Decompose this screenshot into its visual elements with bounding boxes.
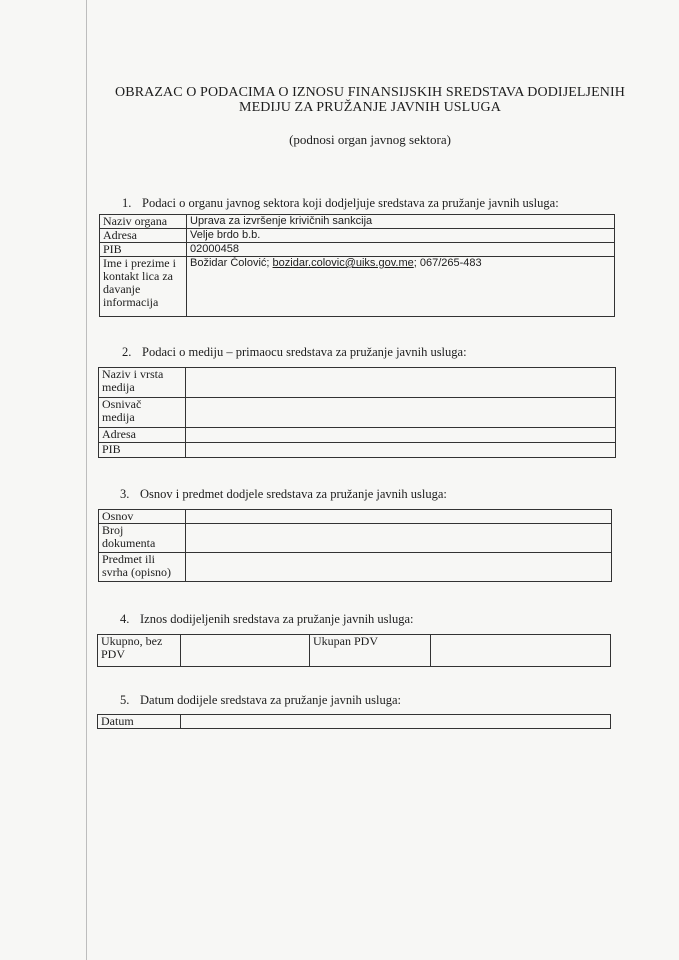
total-without-vat-label — [98, 635, 181, 667]
media-founder-label — [99, 398, 186, 428]
table-row — [99, 368, 616, 398]
table-row — [99, 443, 616, 458]
date-label: Datum — [98, 715, 181, 729]
section4-heading — [120, 612, 414, 627]
table-row — [99, 398, 616, 428]
table-row — [100, 215, 615, 229]
contact-label-line: Ime i prezime i — [103, 256, 176, 270]
section5-heading-text: Datum dodijele sredstava za pružanje javnih usluga: — [140, 693, 402, 707]
label-line: medija — [102, 410, 135, 424]
table-row — [98, 635, 611, 667]
media-address-value[interactable] — [186, 428, 616, 443]
org-name-value[interactable]: Uprava za izvršenje krivičnih sankcija — [187, 215, 615, 229]
media-founder-value[interactable] — [186, 398, 616, 428]
basis-info-table — [98, 509, 612, 582]
org-pib-value[interactable]: 02000458 — [187, 243, 615, 257]
table-row — [99, 524, 612, 553]
label-line: dokumenta — [102, 536, 156, 550]
label-line: Broj — [102, 523, 124, 537]
table-row — [100, 243, 615, 257]
org-address-label: Adresa — [100, 229, 187, 243]
contact-email-link[interactable]: bozidar.colovic@uiks.gov.me — [272, 257, 414, 269]
label-line: Ukupno, bez — [101, 634, 163, 648]
org-address-value[interactable]: Velje brdo b.b. — [187, 229, 615, 243]
table-row — [100, 257, 615, 317]
document-number-label — [99, 524, 186, 553]
label-line: Osnivač — [102, 397, 142, 411]
purpose-label — [99, 553, 186, 582]
table-row — [99, 510, 612, 524]
contact-label-line: kontakt lica za — [103, 269, 173, 283]
contact-value[interactable] — [187, 257, 615, 317]
section2-number: 2. — [122, 345, 132, 359]
label-line: medija — [102, 380, 135, 394]
section1-number: 1. — [122, 196, 132, 210]
amount-table — [97, 634, 611, 667]
contact-label-line: informacija — [103, 295, 159, 309]
contact-name: Božidar Čolović; — [190, 257, 270, 269]
label-line: PDV — [101, 647, 126, 661]
form-title-line1: OBRAZAC O PODACIMA O IZNOSU FINANSIJSKIH SREDSTAVA DODIJELJENIH — [115, 85, 625, 100]
section3-number: 3. — [120, 487, 130, 501]
total-vat-label: Ukupan PDV — [310, 635, 431, 667]
section4-number: 4. — [120, 612, 130, 626]
section1-heading-text: Podaci o organu javnog sektora koji dodjeljuje sredstava za pružanje javnih usluga: — [142, 196, 559, 210]
media-pib-label — [99, 443, 186, 458]
date-table — [97, 714, 611, 729]
media-name-value[interactable] — [186, 368, 616, 398]
label-line: svrha (opisno) — [102, 565, 171, 579]
media-pib-value[interactable] — [186, 443, 616, 458]
basis-label — [99, 510, 186, 524]
basis-value[interactable] — [186, 510, 612, 524]
section5-number: 5. — [120, 693, 130, 707]
form-subtitle: (podnosi organ javnog sektora) — [289, 132, 451, 147]
contact-phone: ; 067/265-483 — [413, 257, 482, 269]
label-line: Predmet ili — [102, 552, 155, 566]
section2-heading-text: Podaci o mediju – primaocu sredstava za pružanje javnih usluga: — [142, 345, 467, 359]
section3-heading — [120, 487, 447, 502]
label-line: Osnov — [102, 509, 134, 523]
date-value[interactable] — [181, 715, 611, 729]
table-row — [99, 428, 616, 443]
media-name-label — [99, 368, 186, 398]
label-line: PIB — [102, 442, 121, 456]
org-name-label: Naziv organa — [100, 215, 187, 229]
section3-heading-text: Osnov i predmet dodjele sredstava za pružanje javnih usluga: — [140, 487, 447, 501]
section1-heading — [122, 196, 559, 211]
table-row — [100, 229, 615, 243]
label-line: Adresa — [102, 427, 136, 441]
org-pib-label: PIB — [100, 243, 187, 257]
table-row — [99, 553, 612, 582]
label-line: Naziv i vrsta — [102, 367, 164, 381]
organ-info-table — [99, 214, 615, 317]
scan-edge-line — [86, 0, 87, 960]
total-without-vat-value[interactable] — [181, 635, 310, 667]
document-number-value[interactable] — [186, 524, 612, 553]
contact-label — [100, 257, 187, 317]
table-row — [98, 715, 611, 729]
section2-heading — [122, 345, 467, 360]
contact-label-line: davanje — [103, 282, 141, 296]
media-address-label — [99, 428, 186, 443]
purpose-value[interactable] — [186, 553, 612, 582]
total-vat-value[interactable] — [431, 635, 611, 667]
media-info-table — [98, 367, 616, 458]
section5-heading — [120, 693, 401, 708]
section4-heading-text: Iznos dodijeljenih sredstava za pružanje javnih usluga: — [140, 612, 414, 626]
form-title-line2: MEDIJU ZA PRUŽANJE JAVNIH USLUGA — [239, 100, 501, 115]
